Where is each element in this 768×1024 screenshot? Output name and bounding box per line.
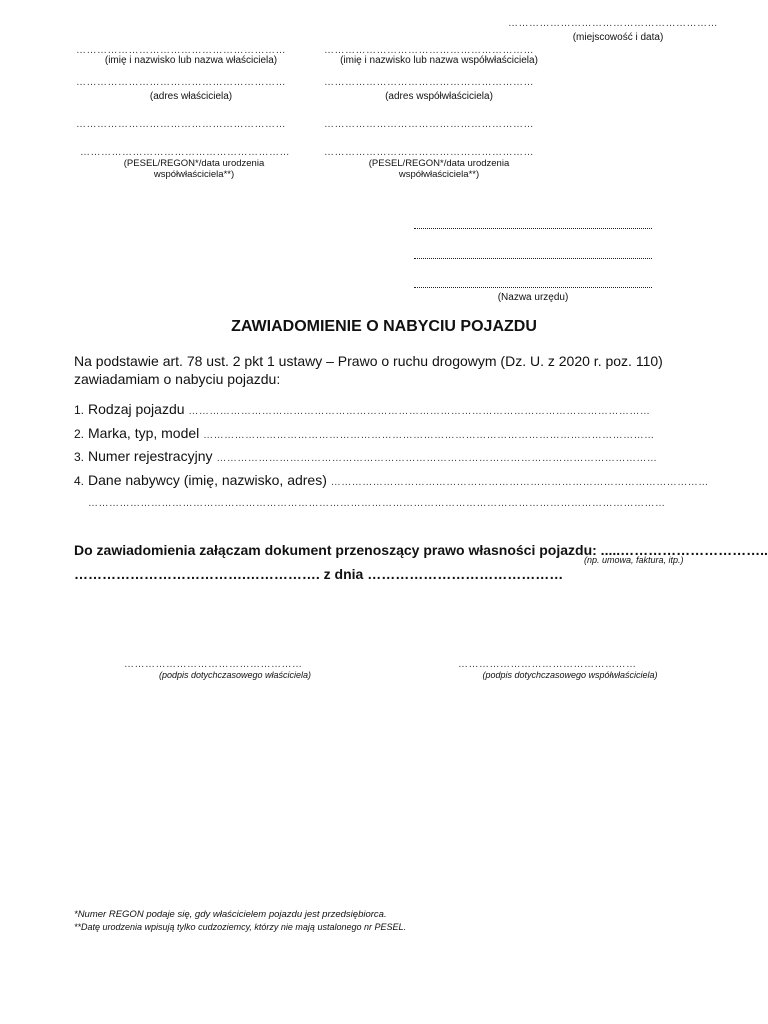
- attachment-line-2: ……………………………….……………. z dnia ……………………………………: [74, 566, 564, 582]
- attachment-hint: (np. umowa, faktura, itp.): [584, 555, 684, 565]
- office-line-1: [414, 228, 652, 229]
- coowner-pesel-label-1: (PESEL/REGON*/data urodzenia: [368, 158, 510, 169]
- owner-signature-label: (podpis dotychczasowego właściciela): [158, 670, 312, 680]
- item-number: 1.: [74, 403, 85, 417]
- item-label: Marka, typ, model: [88, 425, 200, 441]
- office-line-3: [414, 287, 652, 288]
- document-title: ZAWIADOMIENIE O NABYCIU POJAZDU: [231, 318, 537, 335]
- item-label: Rodzaj pojazdu: [88, 401, 185, 417]
- intro-line-2: zawiadamiam o nabyciu pojazdu:: [74, 371, 281, 387]
- item-number: 2.: [74, 427, 85, 441]
- item-dots: ………………………………………………………………………………………………: [330, 477, 709, 488]
- item-dots: ……………………………………………………………………………………………………………………: [188, 406, 651, 417]
- buyer-extra-dots: …………………………………………………………………………………………………………………………………………………: [88, 498, 666, 509]
- coowner-name-label: (imię i nazwisko lub nazwa współwłaściciela): [340, 55, 538, 66]
- coowner-name-dots: ……………………………………………………: [324, 45, 534, 56]
- item-number: 3.: [74, 450, 85, 464]
- footnote-birthdate: **Datę urodzenia wpisują tylko cudzoziemcy, którzy nie mają ustalonego nr PESEL.: [74, 922, 406, 932]
- coowner-signature-label: (podpis dotychczasowego współwłaściciela): [482, 670, 658, 680]
- owner-address-label: (adres właściciela): [149, 91, 233, 102]
- item-buyer-data: [74, 472, 730, 488]
- coowner-pesel-label-2: współwłaściciela**): [398, 169, 480, 180]
- owner-pesel-label-1: (PESEL/REGON*/data urodzenia: [123, 158, 265, 169]
- owner-name-label: (imię i nazwisko lub nazwa właściciela): [104, 55, 278, 66]
- attachment-text: Do zawiadomienia załączam dokument przenoszący prawo własności pojazdu: ...: [74, 542, 613, 558]
- owner-pesel-label-2: współwłaściciela**): [153, 169, 235, 180]
- item-make-model: [74, 425, 724, 441]
- owner-name-dots: ……………………………………………………: [76, 45, 286, 56]
- office-line-2: [414, 258, 652, 259]
- intro-line-1: Na podstawie art. 78 ust. 2 pkt 1 ustawy – Prawo o ruchu drogowym (Dz. U. z 2020 r. poz. 110): [74, 353, 663, 369]
- item-registration-number: [74, 448, 724, 464]
- owner-address-dots: ……………………………………………………: [76, 77, 286, 88]
- place-date-label: (miejscowość i data): [572, 32, 664, 43]
- coowner-pesel-dots: ……………………………………………………: [324, 147, 534, 158]
- coowner-address-dots: ……………………………………………………: [324, 77, 534, 88]
- item-label: Numer rejestracyjny: [88, 448, 213, 464]
- owner-pesel-dots: ……………………………………………………: [80, 147, 290, 158]
- coowner-address2-dots: ……………………………………………………: [324, 119, 534, 130]
- item-vehicle-type: [74, 401, 724, 417]
- owner-address2-dots: ……………………………………………………: [76, 119, 286, 130]
- owner-signature-dots: ……………………………………………: [124, 659, 303, 670]
- footnote-regon: *Numer REGON podaje się, gdy właścicielem pojazdu jest przedsiębiorca.: [74, 909, 387, 920]
- item-number: 4.: [74, 474, 85, 488]
- place-date-dots: ……………………………………………………: [508, 18, 718, 29]
- item-dots: …………………………………………………………………………………………………………………: [203, 430, 655, 441]
- office-label: (Nazwa urzędu): [497, 292, 569, 303]
- attachment-dots: ..…………………………..: [612, 542, 768, 558]
- item-label: Dane nabywcy (imię, nazwisko, adres): [88, 472, 327, 488]
- coowner-signature-dots: ……………………………………………: [458, 659, 637, 670]
- item-dots: ………………………………………………………………………………………………………………: [216, 453, 658, 464]
- coowner-address-label: (adres współwłaściciela): [385, 91, 493, 102]
